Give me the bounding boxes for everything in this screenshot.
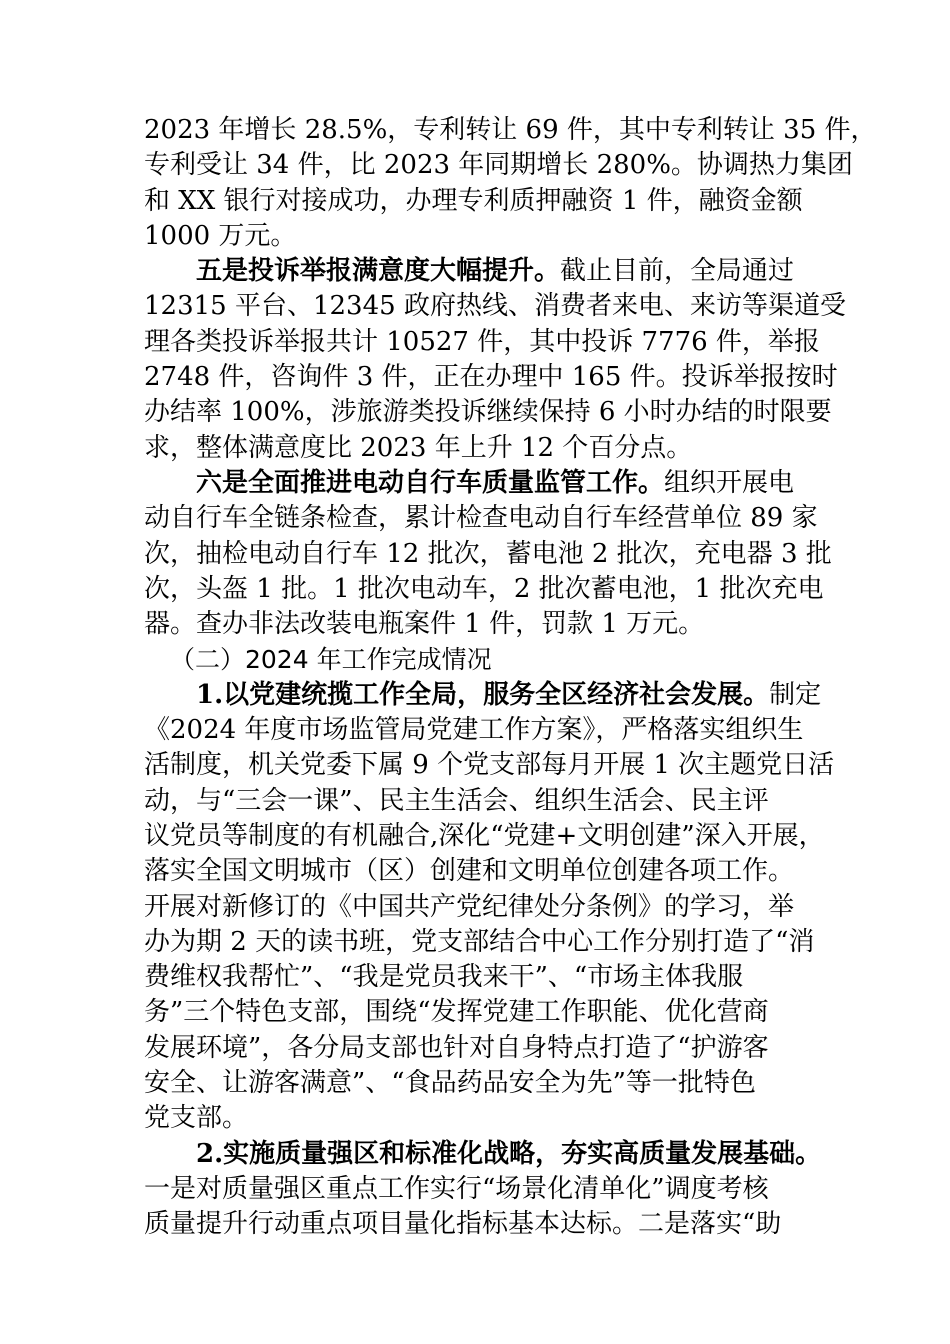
paragraph-five-first-line bbox=[144, 254, 816, 289]
text-line: 活制度，机关党委下属 9 个党支部每月开展 1 次主题党日活 bbox=[144, 750, 835, 781]
text-line: 安全、让游客满意”、“食品药品安全为先”等一批特色 bbox=[144, 1068, 756, 1099]
section-heading: （二）2024 年工作完成情况 bbox=[170, 645, 492, 675]
text-line: 费维权我帮忙”、“我是党员我来干”、“市场主体我服 bbox=[144, 962, 744, 993]
text-line: 《2024 年度市场监管局党建工作方案》，严格落实组织生 bbox=[144, 715, 804, 746]
paragraph-five-heading: 五是投诉举报满意度大幅提升。 bbox=[196, 256, 561, 287]
text-line: 落实全国文明城市（区）创建和文明单位创建各项工作。 bbox=[144, 856, 795, 887]
text-line: 开展对新修订的《中国共产党纪律处分条例》的学习，举 bbox=[144, 891, 795, 922]
paragraph-six-lead: 组织开展电 bbox=[664, 467, 795, 498]
document-body bbox=[144, 113, 877, 1243]
text-line: 务”三个特色支部，围绕“发挥党建工作职能、优化营商 bbox=[144, 997, 769, 1028]
paragraph-five-lead: 截止目前，全局通过 bbox=[560, 256, 795, 287]
item-one-lead: 制定 bbox=[769, 679, 822, 710]
text-line: 专利受让 34 件，比 2023 年同期增长 280%。协调热力集团 bbox=[144, 150, 853, 181]
text-line: 办为期 2 天的读书班，党支部结合中心工作分别打造了“消 bbox=[144, 926, 815, 957]
text-line: 议党员等制度的有机融合,深化“党建+文明创建”深入开展， bbox=[144, 820, 825, 851]
text-line: 12315 平台、12345 政府热线、消费者来电、来访等渠道受 bbox=[144, 291, 846, 322]
item-one-first-line bbox=[144, 678, 822, 713]
text-line: 和 XX 银行对接成功，办理专利质押融资 1 件，融资金额 bbox=[144, 185, 803, 216]
text-line: 办结率 100%，涉旅游类投诉继续保持 6 小时办结的时限要 bbox=[144, 397, 832, 428]
text-line: 求，整体满意度比 2023 年上升 12 个百分点。 bbox=[144, 432, 693, 463]
paragraph-six-first-line bbox=[144, 466, 816, 501]
text-line: 动，与“三会一课”、民主生活会、组织生活会、民主评 bbox=[144, 785, 769, 816]
text-line: 党支部。 bbox=[144, 1103, 249, 1134]
item-two-heading: 2.实施质量强区和标准化战略，夯实高质量发展基础。 bbox=[196, 1138, 822, 1169]
text-line: 2023 年增长 28.5%，专利转让 69 件，其中专利转让 35 件， bbox=[144, 115, 877, 145]
paragraph-six-heading: 六是全面推进电动自行车质量监管工作。 bbox=[196, 467, 665, 498]
text-line: 1000 万元。 bbox=[144, 220, 297, 251]
text-line: 质量提升行动重点项目量化指标基本达标。二是落实“助 bbox=[144, 1209, 782, 1240]
text-line: 发展环境”，各分局支部也针对自身特点打造了“护游客 bbox=[144, 1032, 769, 1063]
item-two-first-line bbox=[144, 1137, 822, 1172]
text-line: 次，抽检电动自行车 12 批次，蓄电池 2 批次，充电器 3 批 bbox=[144, 538, 832, 569]
text-line: 次，头盔 1 批。1 批次电动车，2 批次蓄电池，1 批次充电 bbox=[144, 573, 824, 604]
text-line: 2748 件，咨询件 3 件，正在办理中 165 件。投诉举报按时 bbox=[144, 362, 838, 393]
text-line: 器。查办非法改装电瓶案件 1 件，罚款 1 万元。 bbox=[144, 609, 705, 640]
text-line: 一是对质量强区重点工作实行“场景化清单化”调度考核 bbox=[144, 1173, 769, 1204]
text-line: 动自行车全链条检查，累计检查电动自行车经营单位 89 家 bbox=[144, 503, 818, 534]
item-one-heading: 1.以党建统揽工作全局，服务全区经济社会发展。 bbox=[196, 679, 770, 710]
text-line: 理各类投诉举报共计 10527 件，其中投诉 7776 件，举报 bbox=[144, 326, 820, 357]
